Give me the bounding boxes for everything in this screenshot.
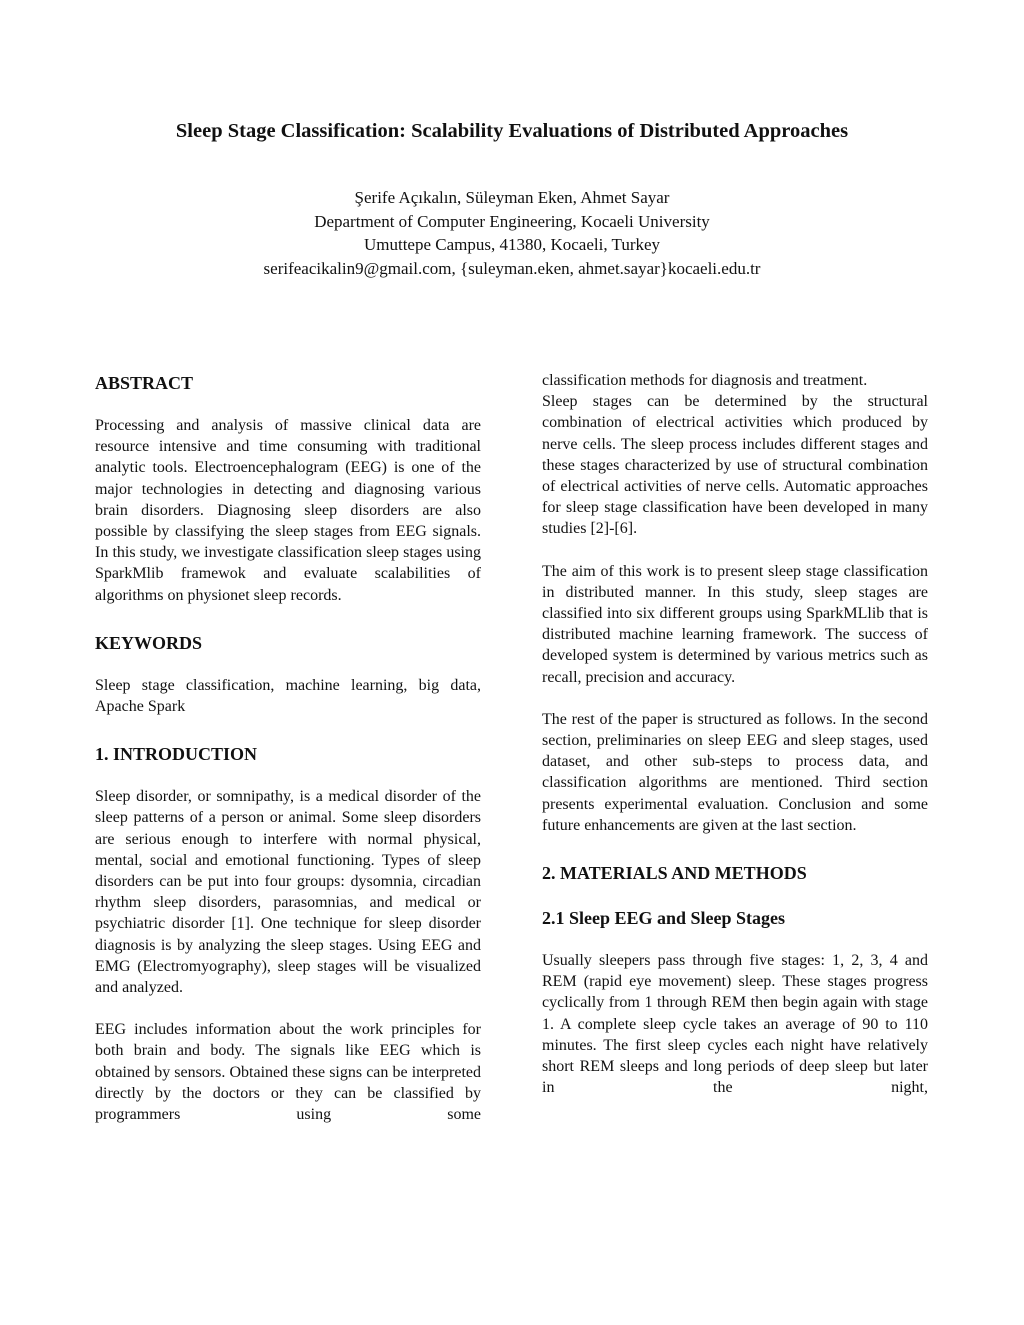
- abstract-text: Processing and analysis of massive clinical data are resource intensive and time consuming with traditional analytic tools. Electroencephalogram (EEG) is one of the major technologies in detecting and diagnosing various brain disorders. Diagnosing sleep disorders are also possible by classifying the sleep stages from EEG signals. In this study, we investigate classification sleep stages using SparkMlib framewok and evaluate scalabilities of algorithms on physionet sleep records.: [95, 417, 481, 604]
- author-emails: serifeacikalin9@gmail.com, {suleyman.eken, ahmet.sayar}kocaeli.edu.tr: [263, 258, 761, 278]
- left-column: [95, 370, 481, 1125]
- author-block: [0, 186, 1024, 280]
- introduction-heading: 1. INTRODUCTION: [95, 744, 258, 765]
- methods-paragraph-1: Usually sleepers pass through five stages: 1, 2, 3, 4 and REM (rapid eye movement) sleep. These stages progress cyclically from 1 through REM then begin again with stage 1. A complete sleep cycle takes an average of 90 to 110 minutes. The first sleep cycles each night have relatively short REM sleeps and long periods of deep sleep but later in the night,: [542, 952, 928, 1097]
- introduction-paragraph-5: The rest of the paper is structured as follows. In the second section, preliminaries on sleep EEG and sleep stages, used dataset, and other sub-steps to process data, and classification algorithms are mentioned. Third section presents experimental evaluation. Conclusion and some future enhancements are given at the last section.: [542, 710, 928, 834]
- abstract-heading: ABSTRACT: [95, 373, 194, 393]
- right-column: [542, 370, 928, 1098]
- author-names: Şerife Açıkalın, Süleyman Eken, Ahmet Sayar: [354, 188, 670, 207]
- introduction-paragraph-3: Sleep stages can be determined by the structural combination of electrical activities which produced by nerve cells. The sleep process includes different stages and these stages characterized by use of structural combination of electrical activities of nerve cells. Automatic approaches for sleep stage classification have been developed in many studies [2]-[6].: [542, 393, 928, 538]
- methods-heading: 2. MATERIALS AND METHODS: [542, 863, 807, 884]
- author-department: Department of Computer Engineering, Kocaeli University: [314, 211, 710, 231]
- paper-title: Sleep Stage Classification: Scalability Evaluations of Distributed Approaches: [175, 120, 849, 142]
- methods-subheading: 2.1 Sleep EEG and Sleep Stages: [542, 908, 786, 929]
- introduction-paragraph-4: The aim of this work is to present sleep stage classification in distributed manner. In this study, sleep stages are classified into six different groups using SparkMLlib that is distributed machine learning framework. The success of developed system is determined by various metrics such as recall, precision and accuracy.: [542, 562, 928, 686]
- keywords-heading: KEYWORDS: [95, 632, 203, 653]
- introduction-paragraph-1: Sleep disorder, or somnipathy, is a medical disorder of the sleep patterns of a person or animal. Some sleep disorders are serious enough to interfere with normal physical, mental, social and emotional functioning. Types of sleep disorders can be put into four groups: dysomnia, circadian rhythm sleep disorders, parasomnias, and medical or psychiatric disorder [1]. One technique for sleep disorder diagnosis is by analyzing the sleep stages. Using EEG and EMG (Electromyography), sleep stages will be visualized and analyzed.: [95, 788, 481, 997]
- author-address: Umuttepe Campus, 41380, Kocaeli, Turkey: [363, 235, 661, 254]
- keywords-text: Sleep stage classification, machine learning, big data, Apache Spark: [95, 676, 481, 716]
- introduction-paragraph-2: EEG includes information about the work principles for both brain and body. The signals like EEG which is obtained by sensors. Obtained these signs can be interpreted directly by the doctors or they can be classified by programmers using some: [95, 1021, 481, 1124]
- introduction-paragraph-2-continued: classification methods for diagnosis and treatment.: [542, 372, 868, 389]
